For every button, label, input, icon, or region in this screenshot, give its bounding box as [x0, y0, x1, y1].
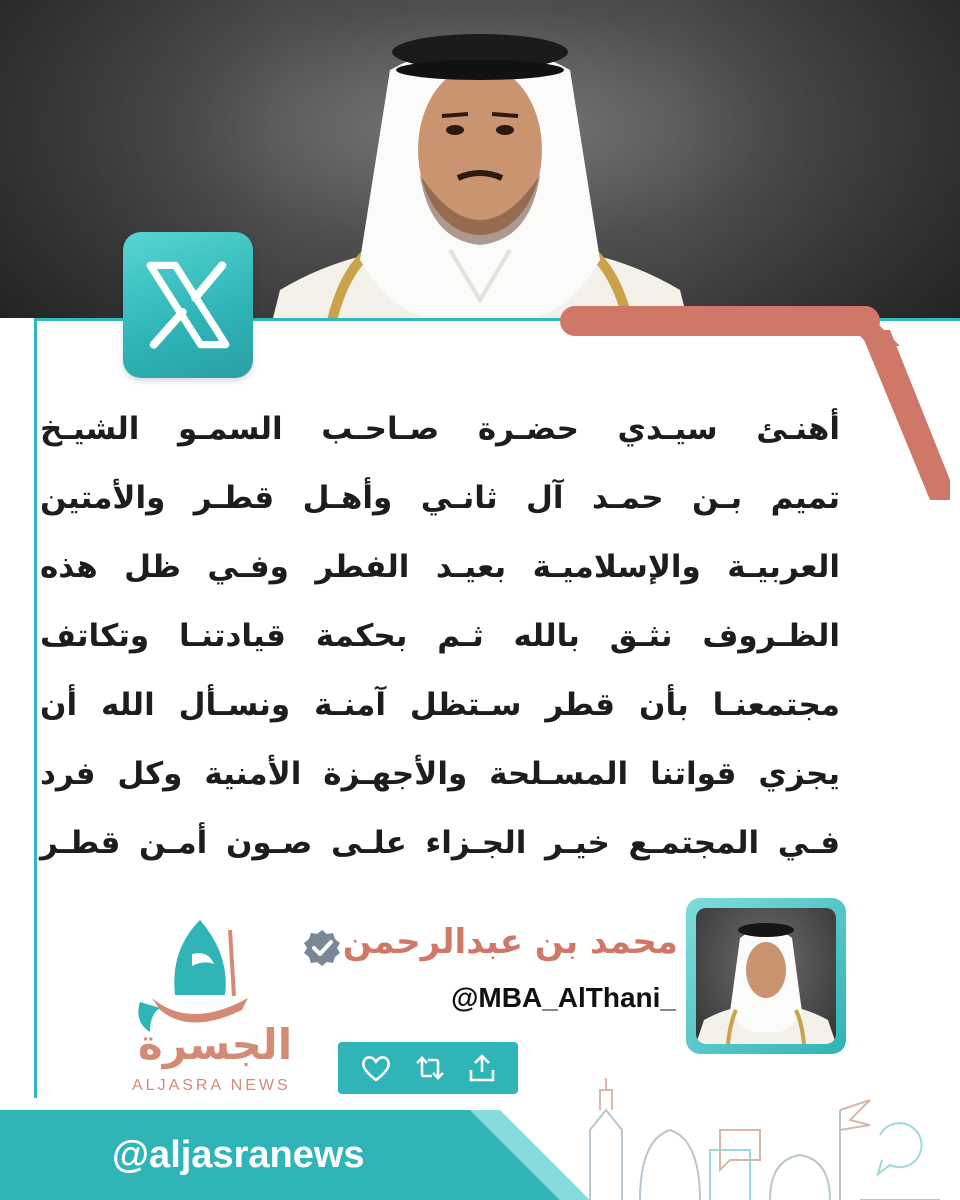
avatar[interactable]: [686, 898, 846, 1054]
tweet-text: [40, 395, 840, 878]
x-platform-badge: [123, 232, 253, 378]
share-icon[interactable]: [466, 1052, 498, 1084]
tweet-line: العربيـة والإسلاميـة بعيـد الفطر وفـي ظل هذه: [40, 549, 840, 585]
author-handle[interactable]: @MBA_AlThani_: [451, 982, 676, 1013]
brand-name-arabic: الجسرة: [138, 1020, 293, 1069]
tweet-line: يجزي قواتنا المسـلحة والأجهـزة الأمنية وكل فرد: [40, 756, 840, 792]
tweet-line: فـي المجتمـع خيـر الجـزاء علـى صـون أمـن قطـر: [40, 825, 840, 861]
footer-social-handle[interactable]: @aljasranews: [112, 1134, 365, 1176]
verified-badge-icon: [302, 928, 342, 968]
portrait-photo: [270, 10, 690, 318]
tweet-actions: [338, 1042, 518, 1094]
tweet-line: تميم بـن حمـد آل ثانـي وأهـل قطـر والأمتين: [40, 480, 840, 516]
aljasra-logo: [130, 910, 300, 1100]
brand-name-english: ALJASRA NEWS: [132, 1077, 291, 1094]
accent-diagonal: [860, 330, 950, 500]
accent-bar: [560, 306, 900, 346]
author-name[interactable]: محمد بن عبدالرحمن: [342, 922, 678, 962]
x-logo-icon: [143, 260, 233, 350]
tweet-line: مجتمعنـا بأن قطر سـتظل آمنـة ونسـأل الله أن: [40, 687, 840, 723]
heart-icon[interactable]: [360, 1052, 392, 1084]
tweet-line: الظـروف نثـق بالله ثـم بحكمة قيادتنـا وتكاتف: [40, 618, 840, 654]
retweet-icon[interactable]: [414, 1052, 446, 1084]
avatar-photo: [696, 908, 836, 1044]
tweet-line: أهنـئ سيـدي حضـرة صـاحـب السمـو الشيـخ: [40, 411, 840, 447]
